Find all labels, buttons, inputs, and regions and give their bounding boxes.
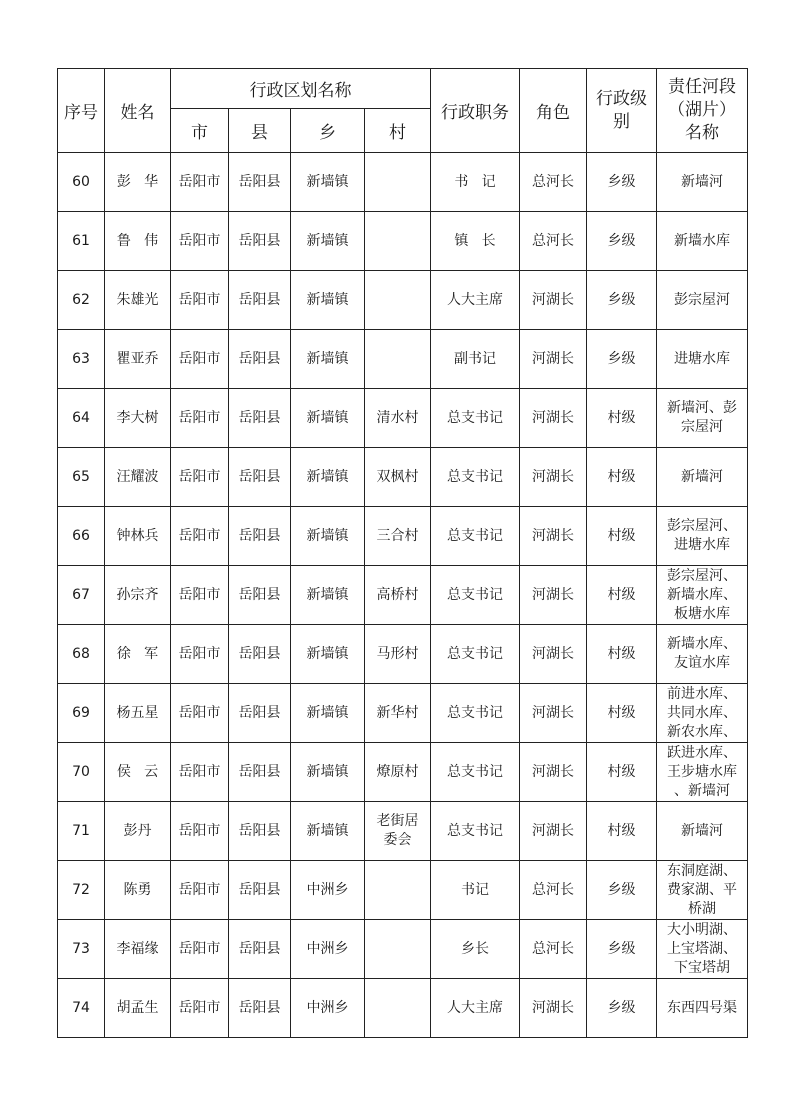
village-cell: 双枫村 bbox=[365, 448, 431, 507]
name-cell: 彭丹 bbox=[105, 802, 171, 861]
city-cell: 岳阳市 bbox=[171, 802, 229, 861]
county-cell: 岳阳县 bbox=[229, 861, 291, 920]
position-cell: 总支书记 bbox=[431, 743, 520, 802]
seq-cell: 61 bbox=[58, 212, 105, 271]
city-cell: 岳阳市 bbox=[171, 566, 229, 625]
name-cell: 钟林兵 bbox=[105, 507, 171, 566]
county-cell: 岳阳县 bbox=[229, 625, 291, 684]
river-cell: 前进水库、 共同水库、 新农水库、 bbox=[657, 684, 748, 743]
role-cell: 河湖长 bbox=[520, 507, 587, 566]
seq-cell: 74 bbox=[58, 979, 105, 1038]
position-cell: 总支书记 bbox=[431, 625, 520, 684]
role-cell: 河湖长 bbox=[520, 802, 587, 861]
village-cell: 燎原村 bbox=[365, 743, 431, 802]
level-cell: 乡级 bbox=[587, 271, 657, 330]
town-cell: 中洲乡 bbox=[291, 861, 365, 920]
position-cell: 总支书记 bbox=[431, 802, 520, 861]
city-cell: 岳阳市 bbox=[171, 330, 229, 389]
river-cell: 新墙河 bbox=[657, 802, 748, 861]
table-row bbox=[58, 212, 748, 271]
river-cell: 大小明湖、 上宝塔湖、 下宝塔胡 bbox=[657, 920, 748, 979]
village-cell bbox=[365, 330, 431, 389]
role-cell: 河湖长 bbox=[520, 271, 587, 330]
position-cell: 总支书记 bbox=[431, 566, 520, 625]
town-cell: 新墙镇 bbox=[291, 389, 365, 448]
river-cell: 东洞庭湖、 费家湖、平 桥湖 bbox=[657, 861, 748, 920]
river-chief-table bbox=[57, 68, 748, 1038]
name-cell: 杨五星 bbox=[105, 684, 171, 743]
name-cell: 瞿亚乔 bbox=[105, 330, 171, 389]
town-cell: 中洲乡 bbox=[291, 979, 365, 1038]
header-county: 县 bbox=[229, 109, 291, 153]
village-cell: 高桥村 bbox=[365, 566, 431, 625]
seq-cell: 67 bbox=[58, 566, 105, 625]
city-cell: 岳阳市 bbox=[171, 153, 229, 212]
name-cell: 彭 华 bbox=[105, 153, 171, 212]
table-row bbox=[58, 684, 748, 743]
position-cell: 书记 bbox=[431, 861, 520, 920]
county-cell: 岳阳县 bbox=[229, 566, 291, 625]
seq-cell: 60 bbox=[58, 153, 105, 212]
village-cell bbox=[365, 979, 431, 1038]
village-cell: 新华村 bbox=[365, 684, 431, 743]
town-cell: 新墙镇 bbox=[291, 153, 365, 212]
city-cell: 岳阳市 bbox=[171, 625, 229, 684]
table-row bbox=[58, 330, 748, 389]
level-cell: 乡级 bbox=[587, 212, 657, 271]
level-cell: 村级 bbox=[587, 448, 657, 507]
seq-cell: 62 bbox=[58, 271, 105, 330]
position-cell: 总支书记 bbox=[431, 507, 520, 566]
level-cell: 乡级 bbox=[587, 153, 657, 212]
header-name: 姓名 bbox=[105, 69, 171, 153]
position-cell: 人大主席 bbox=[431, 979, 520, 1038]
city-cell: 岳阳市 bbox=[171, 684, 229, 743]
level-cell: 村级 bbox=[587, 507, 657, 566]
county-cell: 岳阳县 bbox=[229, 684, 291, 743]
role-cell: 总河长 bbox=[520, 861, 587, 920]
village-cell: 清水村 bbox=[365, 389, 431, 448]
river-cell: 新墙河 bbox=[657, 153, 748, 212]
name-cell: 陈勇 bbox=[105, 861, 171, 920]
header-village: 村 bbox=[365, 109, 431, 153]
village-cell bbox=[365, 153, 431, 212]
town-cell: 中洲乡 bbox=[291, 920, 365, 979]
county-cell: 岳阳县 bbox=[229, 448, 291, 507]
header-seq: 序号 bbox=[58, 69, 105, 153]
village-cell bbox=[365, 271, 431, 330]
town-cell: 新墙镇 bbox=[291, 330, 365, 389]
role-cell: 河湖长 bbox=[520, 684, 587, 743]
role-cell: 总河长 bbox=[520, 920, 587, 979]
name-cell: 孙宗齐 bbox=[105, 566, 171, 625]
header-town: 乡 bbox=[291, 109, 365, 153]
level-cell: 乡级 bbox=[587, 920, 657, 979]
village-cell: 老街居 委会 bbox=[365, 802, 431, 861]
seq-cell: 70 bbox=[58, 743, 105, 802]
position-cell: 总支书记 bbox=[431, 389, 520, 448]
role-cell: 总河长 bbox=[520, 153, 587, 212]
table-row bbox=[58, 979, 748, 1038]
town-cell: 新墙镇 bbox=[291, 507, 365, 566]
role-cell: 总河长 bbox=[520, 212, 587, 271]
town-cell: 新墙镇 bbox=[291, 271, 365, 330]
town-cell: 新墙镇 bbox=[291, 212, 365, 271]
header-admin-region: 行政区划名称 bbox=[171, 69, 431, 109]
table-row bbox=[58, 389, 748, 448]
river-cell: 新墙河 bbox=[657, 448, 748, 507]
town-cell: 新墙镇 bbox=[291, 684, 365, 743]
name-cell: 朱雄光 bbox=[105, 271, 171, 330]
river-cell: 东西四号渠 bbox=[657, 979, 748, 1038]
river-cell: 彭宗屋河、 新墙水库、 板塘水库 bbox=[657, 566, 748, 625]
city-cell: 岳阳市 bbox=[171, 448, 229, 507]
town-cell: 新墙镇 bbox=[291, 743, 365, 802]
town-cell: 新墙镇 bbox=[291, 802, 365, 861]
name-cell: 鲁 伟 bbox=[105, 212, 171, 271]
seq-cell: 64 bbox=[58, 389, 105, 448]
role-cell: 河湖长 bbox=[520, 566, 587, 625]
seq-cell: 73 bbox=[58, 920, 105, 979]
name-cell: 汪耀波 bbox=[105, 448, 171, 507]
level-cell: 村级 bbox=[587, 743, 657, 802]
level-cell: 乡级 bbox=[587, 861, 657, 920]
name-cell: 侯 云 bbox=[105, 743, 171, 802]
level-cell: 村级 bbox=[587, 802, 657, 861]
name-cell: 李大树 bbox=[105, 389, 171, 448]
town-cell: 新墙镇 bbox=[291, 448, 365, 507]
table-row bbox=[58, 920, 748, 979]
seq-cell: 69 bbox=[58, 684, 105, 743]
table-body bbox=[58, 153, 748, 1038]
header-city: 市 bbox=[171, 109, 229, 153]
river-cell: 彭宗屋河 bbox=[657, 271, 748, 330]
village-cell: 马形村 bbox=[365, 625, 431, 684]
city-cell: 岳阳市 bbox=[171, 920, 229, 979]
header-role: 角色 bbox=[520, 69, 587, 153]
position-cell: 镇 长 bbox=[431, 212, 520, 271]
village-cell bbox=[365, 920, 431, 979]
county-cell: 岳阳县 bbox=[229, 389, 291, 448]
name-cell: 胡孟生 bbox=[105, 979, 171, 1038]
river-cell: 新墙河、彭 宗屋河 bbox=[657, 389, 748, 448]
seq-cell: 65 bbox=[58, 448, 105, 507]
river-cell: 进塘水库 bbox=[657, 330, 748, 389]
table-row bbox=[58, 743, 748, 802]
level-cell: 村级 bbox=[587, 389, 657, 448]
name-cell: 李福缘 bbox=[105, 920, 171, 979]
role-cell: 河湖长 bbox=[520, 330, 587, 389]
county-cell: 岳阳县 bbox=[229, 153, 291, 212]
village-cell: 三合村 bbox=[365, 507, 431, 566]
village-cell bbox=[365, 861, 431, 920]
table-row bbox=[58, 507, 748, 566]
seq-cell: 71 bbox=[58, 802, 105, 861]
table-row bbox=[58, 802, 748, 861]
header-level: 行政级 别 bbox=[587, 69, 657, 153]
header-river: 责任河段 （湖片） 名称 bbox=[657, 69, 748, 153]
county-cell: 岳阳县 bbox=[229, 802, 291, 861]
city-cell: 岳阳市 bbox=[171, 979, 229, 1038]
role-cell: 河湖长 bbox=[520, 743, 587, 802]
city-cell: 岳阳市 bbox=[171, 271, 229, 330]
river-cell: 彭宗屋河、 进塘水库 bbox=[657, 507, 748, 566]
position-cell: 总支书记 bbox=[431, 448, 520, 507]
role-cell: 河湖长 bbox=[520, 389, 587, 448]
header-position: 行政职务 bbox=[431, 69, 520, 153]
level-cell: 乡级 bbox=[587, 979, 657, 1038]
table-row bbox=[58, 566, 748, 625]
position-cell: 书 记 bbox=[431, 153, 520, 212]
county-cell: 岳阳县 bbox=[229, 979, 291, 1038]
county-cell: 岳阳县 bbox=[229, 212, 291, 271]
table-row bbox=[58, 153, 748, 212]
name-cell: 徐 军 bbox=[105, 625, 171, 684]
city-cell: 岳阳市 bbox=[171, 507, 229, 566]
city-cell: 岳阳市 bbox=[171, 743, 229, 802]
county-cell: 岳阳县 bbox=[229, 920, 291, 979]
seq-cell: 72 bbox=[58, 861, 105, 920]
table-row bbox=[58, 271, 748, 330]
level-cell: 乡级 bbox=[587, 330, 657, 389]
table-row bbox=[58, 448, 748, 507]
city-cell: 岳阳市 bbox=[171, 212, 229, 271]
level-cell: 村级 bbox=[587, 625, 657, 684]
position-cell: 副书记 bbox=[431, 330, 520, 389]
village-cell bbox=[365, 212, 431, 271]
seq-cell: 63 bbox=[58, 330, 105, 389]
city-cell: 岳阳市 bbox=[171, 389, 229, 448]
level-cell: 村级 bbox=[587, 566, 657, 625]
river-cell: 新墙水库 bbox=[657, 212, 748, 271]
seq-cell: 68 bbox=[58, 625, 105, 684]
role-cell: 河湖长 bbox=[520, 625, 587, 684]
role-cell: 河湖长 bbox=[520, 979, 587, 1038]
town-cell: 新墙镇 bbox=[291, 566, 365, 625]
river-cell: 跃进水库、 王步塘水库 、新墙河 bbox=[657, 743, 748, 802]
river-cell: 新墙水库、 友谊水库 bbox=[657, 625, 748, 684]
county-cell: 岳阳县 bbox=[229, 743, 291, 802]
position-cell: 人大主席 bbox=[431, 271, 520, 330]
position-cell: 总支书记 bbox=[431, 684, 520, 743]
role-cell: 河湖长 bbox=[520, 448, 587, 507]
table-row bbox=[58, 625, 748, 684]
position-cell: 乡长 bbox=[431, 920, 520, 979]
town-cell: 新墙镇 bbox=[291, 625, 365, 684]
county-cell: 岳阳县 bbox=[229, 507, 291, 566]
city-cell: 岳阳市 bbox=[171, 861, 229, 920]
level-cell: 村级 bbox=[587, 684, 657, 743]
table-row bbox=[58, 861, 748, 920]
county-cell: 岳阳县 bbox=[229, 271, 291, 330]
county-cell: 岳阳县 bbox=[229, 330, 291, 389]
seq-cell: 66 bbox=[58, 507, 105, 566]
